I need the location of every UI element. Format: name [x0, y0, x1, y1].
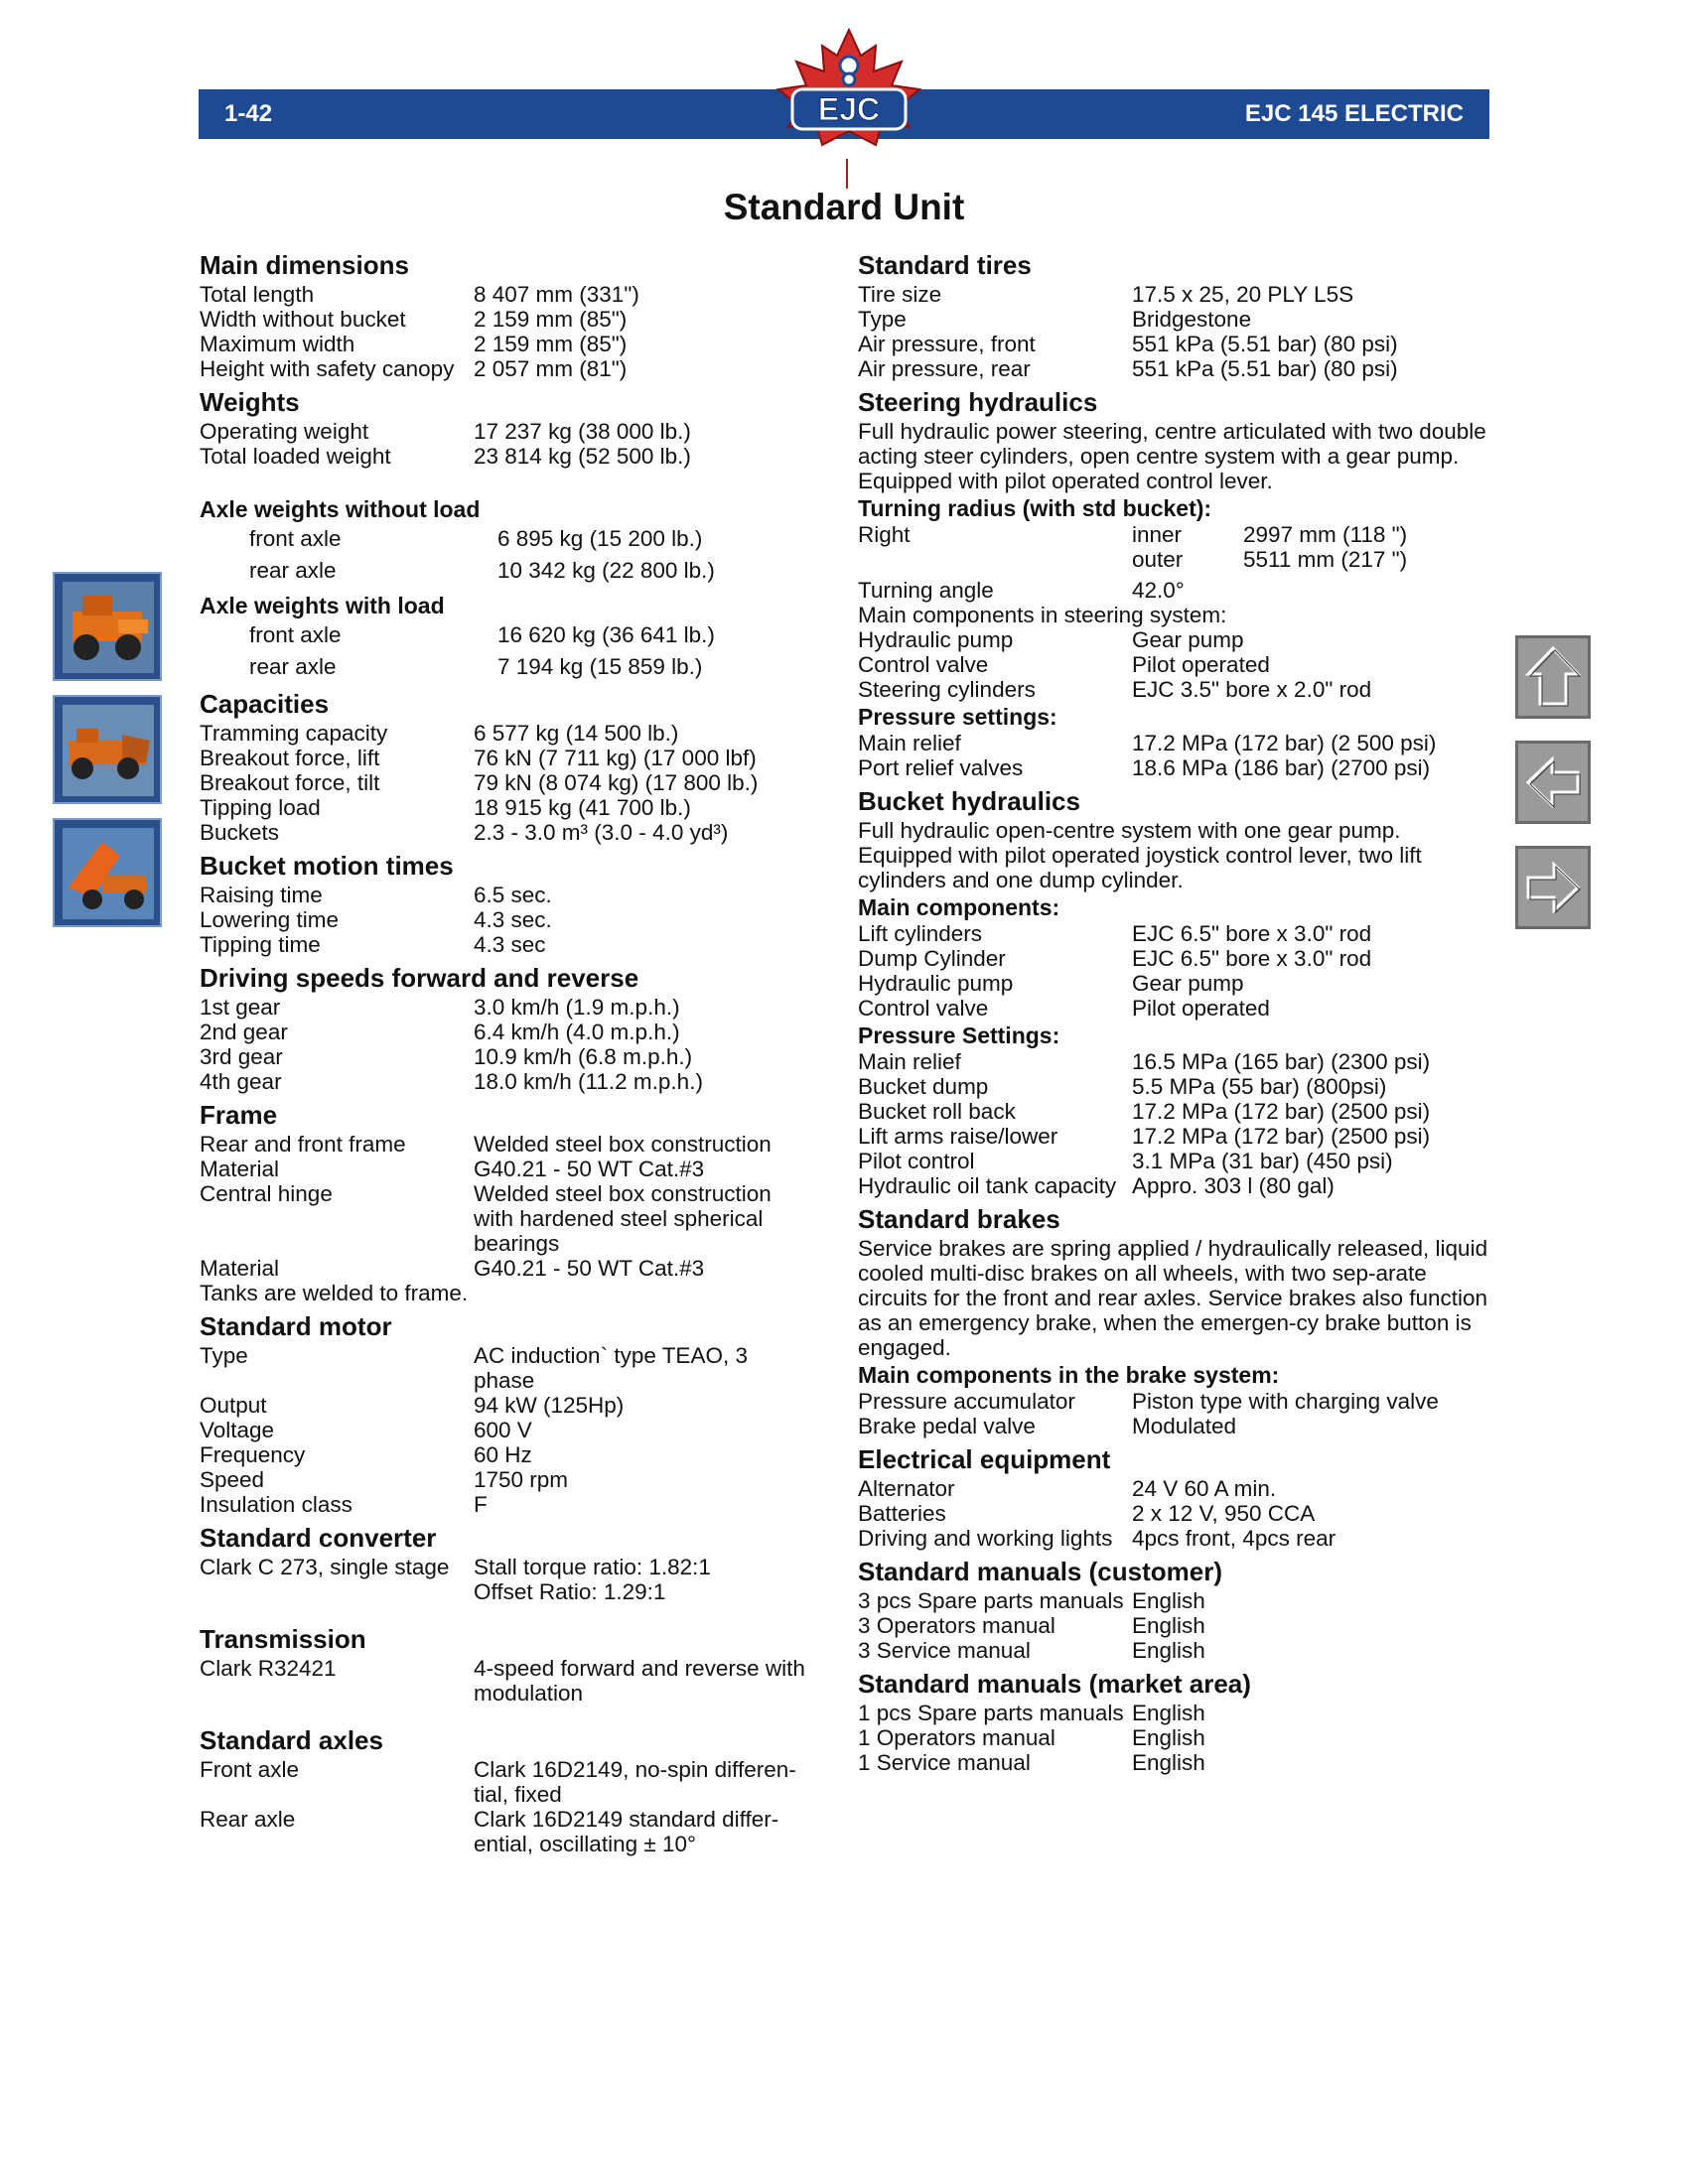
spec-row: Pilot control 3.1 MPa (31 bar) (450 psi): [858, 1149, 1393, 1173]
spec-row: 3 Operators manual English: [858, 1613, 1205, 1638]
spec-row: Hydraulic oil tank capacity Appro. 303 l (80 gal): [858, 1173, 1335, 1198]
section-heading: Standard brakes: [858, 1204, 1060, 1234]
spec-row: Rear and front frame Welded steel box construction: [200, 1132, 772, 1157]
logo-stem: [846, 159, 848, 189]
subsection-heading: Turning radius (with std bucket):: [858, 495, 1212, 521]
spec-row: 3rd gear 10.9 km/h (6.8 m.p.h.): [200, 1044, 693, 1069]
spec-row: Hydraulic pump Gear pump: [858, 627, 1244, 652]
loader-dump-image: [63, 828, 154, 919]
spec-row: Width without bucket 2 159 mm (85"): [200, 307, 628, 332]
spec-row: Voltage 600 V: [200, 1418, 532, 1442]
spec-row: Material G40.21 - 50 WT Cat.#3: [200, 1256, 705, 1281]
spec-row: Front axle Clark 16D2149, no-spin differen-tial, fixed: [200, 1757, 796, 1807]
spec-row: 2nd gear 6.4 km/h (4.0 m.p.h.): [200, 1020, 680, 1044]
model-name: EJC 145 ELECTRIC: [1244, 100, 1464, 127]
back-arrow-icon: [1518, 744, 1588, 821]
section-heading: Capacities: [200, 689, 330, 719]
spec-row: Total length 8 407 mm (331"): [200, 282, 639, 307]
spec-row: 3 pcs Spare parts manuals English: [858, 1588, 1205, 1613]
section-heading: Transmission: [200, 1624, 366, 1654]
loader-side-image: [63, 705, 154, 796]
logo-text: EJC: [817, 91, 881, 127]
spec-row: Tramming capacity 6 577 kg (14 500 lb.): [200, 721, 679, 746]
section-heading: Electrical equipment: [858, 1444, 1111, 1474]
spec-row: Breakout force, lift 76 kN (7 711 kg) (17 000 lbf): [200, 746, 757, 770]
spec-row: Maximum width 2 159 mm (85"): [200, 332, 628, 356]
spec-row: Insulation class F: [200, 1492, 488, 1517]
spec-row: Buckets 2.3 - 3.0 m³ (3.0 - 4.0 yd³): [200, 820, 729, 845]
spec-row: Raising time 6.5 sec.: [200, 883, 552, 907]
components-note: Main components in steering system:: [858, 603, 1227, 627]
spec-row: Operating weight 17 237 kg (38 000 lb.): [200, 419, 691, 444]
section-heading: Driving speeds forward and reverse: [200, 963, 639, 993]
subsection-heading: Pressure settings:: [858, 704, 1057, 730]
spec-row: Hydraulic pump Gear pump: [858, 971, 1244, 996]
forward-button[interactable]: [1515, 846, 1591, 929]
spec-row: Turning angle 42.0°: [858, 578, 1185, 603]
section-heading: Standard manuals (customer): [858, 1557, 1222, 1586]
spec-row: Breakout force, tilt 79 kN (8 074 kg) (17 800 lb.): [200, 770, 759, 795]
section-heading: Steering hydraulics: [858, 387, 1098, 417]
spec-row: rear axle 10 342 kg (22 800 lb.): [249, 558, 715, 583]
spec-row: Material G40.21 - 50 WT Cat.#3: [200, 1157, 705, 1181]
spec-row: Driving and working lights 4pcs front, 4pcs rear: [858, 1526, 1336, 1551]
spec-row: Tipping load 18 915 kg (41 700 lb.): [200, 795, 691, 820]
home-icon: [1518, 638, 1588, 716]
loader-side-thumbnail[interactable]: [53, 695, 162, 804]
spec-row: Total loaded weight 23 814 kg (52 500 lb.): [200, 444, 691, 469]
spec-row: 1st gear 3.0 km/h (1.9 m.p.h.): [200, 995, 680, 1020]
spec-row: Bucket roll back 17.2 MPa (172 bar) (2500 psi): [858, 1099, 1431, 1124]
bucket-hydraulics-description: Full hydraulic open-centre system with one gear pump. Equipped with pilot operated joystick control lever, two lift cylinders and one dump cylinder.: [858, 818, 1422, 892]
spec-row: Tire size 17.5 x 25, 20 PLY L5S: [858, 282, 1354, 307]
spec-row: Alternator 24 V 60 A min.: [858, 1476, 1277, 1501]
section-heading: Standard manuals (market area): [858, 1669, 1251, 1699]
spec-row: Main relief 16.5 MPa (165 bar) (2300 psi): [858, 1049, 1431, 1074]
section-heading: Standard motor: [200, 1311, 392, 1341]
loader-dump-thumbnail[interactable]: [53, 818, 162, 927]
spec-row: Lowering time 4.3 sec.: [200, 907, 552, 932]
page-title: Standard Unit: [723, 187, 965, 227]
spec-row: Central hinge Welded steel box construction with hardened steel spherical bearings: [200, 1181, 772, 1256]
spec-row: Steering cylinders EJC 3.5" bore x 2.0" rod: [858, 677, 1372, 702]
spec-row: Port relief valves 18.6 MPa (186 bar) (2700 psi): [858, 755, 1431, 780]
spec-row: 1 Service manual English: [858, 1750, 1205, 1775]
spec-row: Dump Cylinder EJC 6.5" bore x 3.0" rod: [858, 946, 1372, 971]
loader-front-image: [63, 582, 154, 673]
spec-row: Frequency 60 Hz: [200, 1442, 532, 1467]
section-heading: Standard axles: [200, 1725, 383, 1755]
section-heading: Bucket motion times: [200, 851, 454, 881]
section-heading: Standard tires: [858, 250, 1032, 280]
back-button[interactable]: [1515, 741, 1591, 824]
frame-note: Tanks are welded to frame.: [200, 1281, 469, 1305]
spec-row: Control valve Pilot operated: [858, 652, 1270, 677]
subsection-heading: Axle weights with load: [200, 593, 445, 618]
spec-row: Main relief 17.2 MPa (172 bar) (2 500 psi): [858, 731, 1437, 755]
subsection-heading: Axle weights without load: [200, 496, 481, 522]
spec-row: outer 5511 mm (217 "): [1132, 547, 1408, 572]
right-column: [858, 250, 1498, 1775]
section-heading: Frame: [200, 1100, 278, 1130]
spec-row: Rear axle Clark 16D2149 standard differ-ential, oscillating ± 10°: [200, 1807, 779, 1856]
section-heading: Weights: [200, 387, 300, 417]
spec-row: Air pressure, rear 551 kPa (5.51 bar) (80 psi): [858, 356, 1398, 381]
spec-row: 4th gear 18.0 km/h (11.2 m.p.h.): [200, 1069, 703, 1094]
spec-row: front axle 16 620 kg (36 641 lb.): [249, 622, 715, 647]
spec-row: Output 94 kW (125Hp): [200, 1393, 625, 1418]
loader-front-thumbnail[interactable]: [53, 572, 162, 681]
ejc-logo: [765, 28, 933, 167]
spec-row: Bucket dump 5.5 MPa (55 bar) (800psi): [858, 1074, 1387, 1099]
section-heading: Standard converter: [200, 1523, 437, 1553]
spec-row: Lift cylinders EJC 6.5" bore x 3.0" rod: [858, 921, 1372, 946]
spec-row: Batteries 2 x 12 V, 950 CCA: [858, 1501, 1316, 1526]
home-button[interactable]: [1515, 635, 1591, 719]
spec-row: Offset Ratio: 1.29:1: [474, 1579, 666, 1604]
spec-row: Clark R32421 4-speed forward and reverse with modulation: [200, 1656, 805, 1706]
page-number: 1-42: [224, 100, 273, 127]
forward-arrow-icon: [1518, 849, 1588, 926]
steering-description: Full hydraulic power steering, centre articulated with two double acting steer cylinders, open centre system with a gear pump. Equipped with pilot operated control lever.: [858, 419, 1486, 493]
spec-row: 1 pcs Spare parts manuals English: [858, 1701, 1205, 1725]
left-column: [200, 250, 825, 1856]
spec-row: rear axle 7 194 kg (15 859 lb.): [249, 654, 703, 679]
spec-row: Clark C 273, single stage Stall torque ratio: 1.82:1: [200, 1555, 711, 1579]
subsection-heading: Pressure Settings:: [858, 1023, 1060, 1048]
spec-row: Speed 1750 rpm: [200, 1467, 569, 1492]
spec-row: Type Bridgestone: [858, 307, 1252, 332]
spec-row: Control valve Pilot operated: [858, 996, 1270, 1021]
subsection-heading: Main components:: [858, 894, 1060, 920]
spec-row: Brake pedal valve Modulated: [858, 1414, 1237, 1438]
spec-row: front axle 6 895 kg (15 200 lb.): [249, 526, 703, 551]
spec-row: Air pressure, front 551 kPa (5.51 bar) (80 psi): [858, 332, 1398, 356]
subsection-heading: Main components in the brake system:: [858, 1362, 1280, 1388]
spec-row: Height with safety canopy 2 057 mm (81"): [200, 356, 628, 381]
spec-row: 1 Operators manual English: [858, 1725, 1205, 1750]
brakes-description: Service brakes are spring applied / hydraulically released, liquid cooled multi-disc brakes on all wheels, with two sep-arate circuits for the front and rear axles. Service brakes also function as an emergency brake, when the emergen-cy brake button is engaged.: [858, 1236, 1488, 1360]
section-heading: Bucket hydraulics: [858, 786, 1080, 816]
spec-row: Tipping time 4.3 sec: [200, 932, 546, 957]
spec-row: Type AC induction` type TEAO, 3 phase: [200, 1343, 748, 1393]
section-heading: Main dimensions: [200, 250, 409, 280]
spec-row: 3 Service manual English: [858, 1638, 1205, 1663]
spec-row: Lift arms raise/lower 17.2 MPa (172 bar) (2500 psi): [858, 1124, 1431, 1149]
spec-row: Pressure accumulator Piston type with charging valve: [858, 1389, 1439, 1414]
spec-row: Right inner 2997 mm (118 "): [858, 522, 1408, 547]
